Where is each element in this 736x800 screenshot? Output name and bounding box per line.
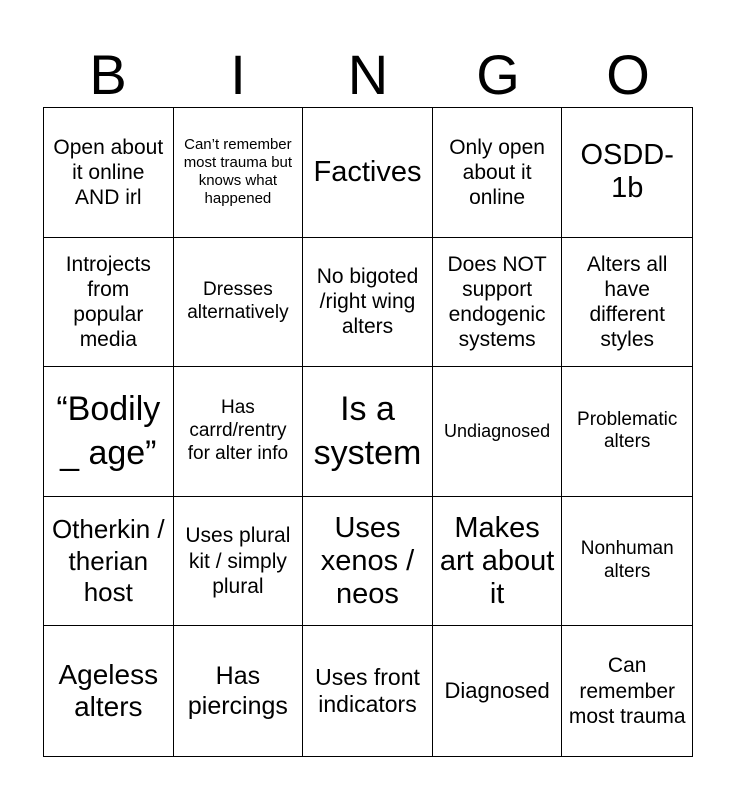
cell-text: Problematic alters <box>577 408 678 453</box>
cell-text: Dresses alternatively <box>187 279 289 323</box>
bingo-cell-o5[interactable] <box>562 626 692 756</box>
cell-text: Ageless alters <box>58 659 159 723</box>
bingo-cell-o3[interactable] <box>562 367 692 497</box>
bingo-cell-i1[interactable] <box>174 108 304 238</box>
bingo-cell-g3[interactable] <box>433 367 563 497</box>
cell-text: OSDD-1b <box>580 139 674 205</box>
bingo-cell-i3[interactable] <box>174 367 304 497</box>
bingo-cell-b5[interactable] <box>44 626 174 756</box>
header-letter-b: B <box>89 43 127 106</box>
header-letter-g: G <box>476 43 520 106</box>
header-letter-i: I <box>230 43 246 106</box>
cell-text: Uses xenos / neos <box>320 511 415 610</box>
bingo-cell-b3[interactable] <box>44 367 174 497</box>
bingo-cell-g4[interactable] <box>433 497 563 627</box>
cell-text: Factives <box>313 155 422 188</box>
bingo-cell-o2[interactable] <box>562 238 692 368</box>
bingo-cell-n4[interactable] <box>303 497 433 627</box>
bingo-cell-g5[interactable] <box>433 626 563 756</box>
bingo-cell-o4[interactable] <box>562 497 692 627</box>
cell-text: Open about it online AND irl <box>53 135 164 209</box>
header-letter-n: N <box>347 43 389 106</box>
cell-text: Can remember most trauma <box>568 654 686 728</box>
bingo-cell-n5[interactable] <box>303 626 433 756</box>
bingo-cell-b2[interactable] <box>44 238 174 368</box>
cell-text: Nonhuman alters <box>580 538 674 583</box>
cell-text: Alters all have different styles <box>586 252 668 352</box>
bingo-cell-n2[interactable] <box>303 238 433 368</box>
cell-text: Uses plural kit / simply plural <box>185 524 291 598</box>
bingo-cell-n1[interactable] <box>303 108 433 238</box>
bingo-cell-i2[interactable] <box>174 238 304 368</box>
bingo-board <box>43 107 693 757</box>
cell-text: Can’t remember most trauma but knows what happened <box>183 136 293 208</box>
cell-text: Makes art about it <box>439 511 555 610</box>
cell-text: Has carrd/rentry for alter info <box>187 397 289 464</box>
cell-text: Otherkin / therian host <box>51 514 165 607</box>
bingo-cell-g2[interactable] <box>433 238 563 368</box>
cell-text: Has piercings <box>187 662 288 721</box>
cell-text: Introjects from popular media <box>65 252 151 352</box>
header-letter-o: O <box>606 43 650 106</box>
cell-text: “Bodily _ age” <box>56 390 161 473</box>
bingo-cell-o1[interactable] <box>562 108 692 238</box>
cell-text: No bigoted /right wing alters <box>316 265 419 339</box>
cell-text: Does NOT support endogenic systems <box>447 252 547 352</box>
bingo-cell-g1[interactable] <box>433 108 563 238</box>
cell-text: Only open about it online <box>449 135 545 209</box>
bingo-cell-b4[interactable] <box>44 497 174 627</box>
bingo-cell-i5[interactable] <box>174 626 304 756</box>
bingo-cell-b1[interactable] <box>44 108 174 238</box>
cell-text: Diagnosed <box>444 678 550 703</box>
cell-text: Uses front indicators <box>315 663 420 718</box>
bingo-header <box>43 44 693 106</box>
cell-text: Undiagnosed <box>444 420 551 441</box>
bingo-cell-i4[interactable] <box>174 497 304 627</box>
bingo-cell-n3[interactable] <box>303 367 433 497</box>
cell-text: Is a system <box>313 390 422 473</box>
